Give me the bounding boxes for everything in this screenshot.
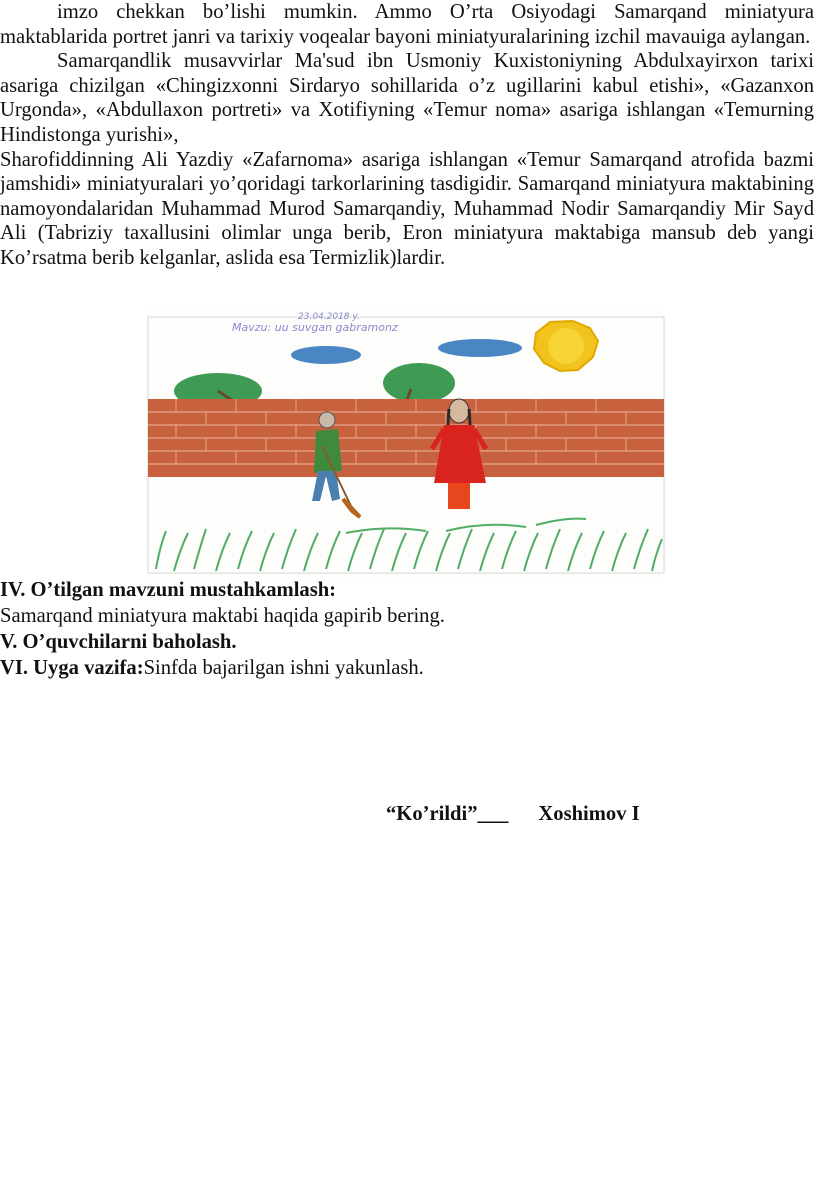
section-4-text: Samarqand miniatyura maktabi haqida gapirib bering. — [0, 605, 445, 627]
lesson-sections — [0, 577, 814, 681]
paragraph-1: imzo chekkan bo’lishi mumkin. Ammo O’rta Osiyodagi Samarqand miniatyura maktablarida portret janri va tarixiy voqealar bayoni miniatyuralarining izchil mavauiga aylangan. — [0, 1, 814, 48]
section-6-line — [0, 655, 814, 681]
child-drawing-image — [146, 311, 666, 577]
teacher-name: Xoshimov I — [538, 803, 640, 825]
paragraph-2: Samarqandlik musavvirlar Ma'sud ibn Usmoniy Kuxistoniyning Abdulxayirxon tarixi asariga chizilgan «Chingizxonni Sirdaryo sohillarida o’z ugillarini kabul etishi», «Gazanxon Urgonda», «Abdullaxon portreti» va Xotifiyning «Temur noma» asariga ishlangan «Temurning Hindistonga yurishi», — [0, 50, 814, 146]
approved-label: “Ko’rildi”___ — [386, 803, 509, 825]
cloud-left-drawing — [291, 346, 361, 364]
cloud-right-drawing — [438, 339, 522, 357]
section-5-title: V. O’quvchilarni baholash. — [0, 631, 237, 653]
body-text — [0, 0, 814, 271]
section-6-title: VI. Uyga vazifa: — [0, 657, 144, 679]
tree-right-drawing — [383, 363, 455, 403]
drawing-date-caption: 23.04.2018 y. — [298, 312, 360, 322]
paragraph-3: Sharofiddinning Ali Yazdiy «Zafarnoma» asariga ishlangan «Temur Samarqand atrofida bazmi jamshidi» miniatyuralari yo’qoridagi tarkorlarining tasdigidir. Samarqand miniatyura maktabining namoyondalaridan Muhammad Murod Samarqandiy, Muhammad Nodir Samarqandiy Mir Sayd Ali (Tabriziy taxallusini olimlar unga berib, Eron miniatyura maktabiga mansub deb yangi Ko’rsatma berib kelganlar, aslida esa Termizlik)lardir. — [0, 148, 814, 269]
signoff-line — [386, 803, 640, 826]
section-6-text: Sinfda bajarilgan ishni yakunlash. — [143, 657, 424, 679]
drawing-title-caption: Mavzu: uu suvgan gabramonz — [232, 321, 398, 334]
brick-wall-drawing — [148, 399, 664, 477]
section-4-title: IV. O’tilgan mavzuni mustahkamlash: — [0, 579, 337, 601]
